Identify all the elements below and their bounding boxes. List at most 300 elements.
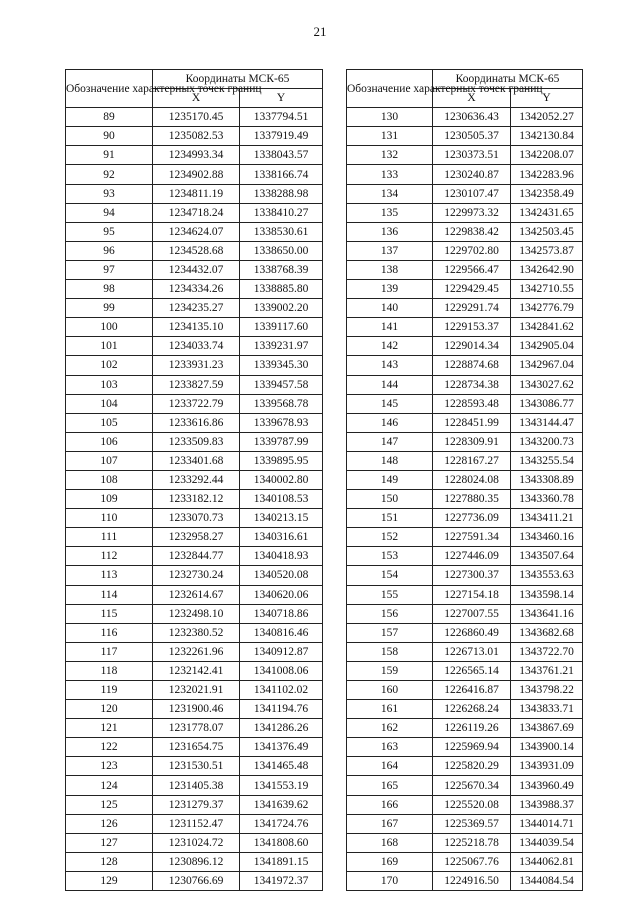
x-coordinate-cell: 1234033.74 <box>153 337 240 356</box>
y-coordinate-cell: 1343960.49 <box>511 776 583 795</box>
y-coordinate-cell: 1342776.79 <box>511 299 583 318</box>
table-row <box>66 642 323 661</box>
y-coordinate-cell: 1343360.78 <box>511 490 583 509</box>
point-number-cell: 96 <box>66 241 153 260</box>
table-row <box>347 127 583 146</box>
point-number-cell: 127 <box>66 833 153 852</box>
table-row <box>66 566 323 585</box>
point-number-cell: 154 <box>347 566 433 585</box>
y-coordinate-cell: 1341465.48 <box>240 757 323 776</box>
x-coordinate-cell: 1225670.34 <box>433 776 511 795</box>
y-coordinate-cell: 1340816.46 <box>240 623 323 642</box>
point-number-cell: 102 <box>66 356 153 375</box>
table-row <box>347 470 583 489</box>
table-row <box>347 222 583 241</box>
table-row <box>66 432 323 451</box>
y-coordinate-cell: 1340316.61 <box>240 528 323 547</box>
table-row <box>66 203 323 222</box>
x-coordinate-cell: 1233182.12 <box>153 490 240 509</box>
point-number-cell: 101 <box>66 337 153 356</box>
point-number-cell: 155 <box>347 585 433 604</box>
x-coordinate-cell: 1234135.10 <box>153 318 240 337</box>
y-coordinate-cell: 1344062.81 <box>511 852 583 871</box>
point-number-cell: 128 <box>66 852 153 871</box>
table-row <box>66 738 323 757</box>
point-number-cell: 163 <box>347 738 433 757</box>
point-number-cell: 98 <box>66 280 153 299</box>
table-row <box>66 871 323 890</box>
y-coordinate-cell: 1338288.98 <box>240 184 323 203</box>
y-coordinate-cell: 1343027.62 <box>511 375 583 394</box>
point-number-cell: 162 <box>347 719 433 738</box>
x-coordinate-cell: 1234624.07 <box>153 222 240 241</box>
x-coordinate-cell: 1227736.09 <box>433 509 511 528</box>
x-coordinate-cell: 1225520.08 <box>433 795 511 814</box>
y-coordinate-cell: 1343761.21 <box>511 661 583 680</box>
y-coordinate-cell: 1340002.80 <box>240 470 323 489</box>
point-number-cell: 140 <box>347 299 433 318</box>
table-row <box>66 604 323 623</box>
table-row <box>66 470 323 489</box>
table-row <box>347 566 583 585</box>
table-row <box>347 184 583 203</box>
x-coordinate-cell: 1226268.24 <box>433 700 511 719</box>
point-number-cell: 156 <box>347 604 433 623</box>
y-coordinate-cell: 1343900.14 <box>511 738 583 757</box>
table-row <box>66 681 323 700</box>
y-coordinate-cell: 1343798.22 <box>511 681 583 700</box>
x-coordinate-cell: 1233722.79 <box>153 394 240 413</box>
point-number-cell: 97 <box>66 260 153 279</box>
y-coordinate-cell: 1343722.70 <box>511 642 583 661</box>
header-y: Y <box>511 89 583 108</box>
point-number-cell: 142 <box>347 337 433 356</box>
x-coordinate-cell: 1230373.51 <box>433 146 511 165</box>
table-row <box>347 623 583 642</box>
table-row <box>347 318 583 337</box>
y-coordinate-cell: 1342503.45 <box>511 222 583 241</box>
x-coordinate-cell: 1228874.68 <box>433 356 511 375</box>
table-row <box>347 604 583 623</box>
y-coordinate-cell: 1342905.04 <box>511 337 583 356</box>
y-coordinate-cell: 1343460.16 <box>511 528 583 547</box>
point-number-cell: 124 <box>66 776 153 795</box>
table-row <box>347 757 583 776</box>
y-coordinate-cell: 1343641.16 <box>511 604 583 623</box>
x-coordinate-cell: 1232142.41 <box>153 661 240 680</box>
y-coordinate-cell: 1343867.69 <box>511 719 583 738</box>
x-coordinate-cell: 1229291.74 <box>433 299 511 318</box>
point-number-cell: 166 <box>347 795 433 814</box>
table-row <box>347 146 583 165</box>
table-row <box>66 451 323 470</box>
x-coordinate-cell: 1234811.19 <box>153 184 240 203</box>
x-coordinate-cell: 1231024.72 <box>153 833 240 852</box>
point-number-cell: 91 <box>66 146 153 165</box>
table-row <box>347 375 583 394</box>
x-coordinate-cell: 1228167.27 <box>433 451 511 470</box>
x-coordinate-cell: 1231152.47 <box>153 814 240 833</box>
y-coordinate-cell: 1341639.62 <box>240 795 323 814</box>
header-coordinates: Координаты МСК-65 <box>433 70 583 89</box>
y-coordinate-cell: 1338885.80 <box>240 280 323 299</box>
point-number-cell: 132 <box>347 146 433 165</box>
x-coordinate-cell: 1231654.75 <box>153 738 240 757</box>
y-coordinate-cell: 1339457.58 <box>240 375 323 394</box>
header-x: X <box>153 89 240 108</box>
table-row <box>347 203 583 222</box>
x-coordinate-cell: 1232021.91 <box>153 681 240 700</box>
x-coordinate-cell: 1231530.51 <box>153 757 240 776</box>
y-coordinate-cell: 1341891.15 <box>240 852 323 871</box>
y-coordinate-cell: 1339002.20 <box>240 299 323 318</box>
table-row <box>347 642 583 661</box>
x-coordinate-cell: 1231900.46 <box>153 700 240 719</box>
y-coordinate-cell: 1339568.78 <box>240 394 323 413</box>
x-coordinate-cell: 1229973.32 <box>433 203 511 222</box>
table-row <box>347 738 583 757</box>
header-designation: Обозначение характерных точек границ <box>66 70 153 108</box>
table-row <box>347 165 583 184</box>
table-row <box>347 681 583 700</box>
point-number-cell: 115 <box>66 604 153 623</box>
y-coordinate-cell: 1341102.02 <box>240 681 323 700</box>
table-row <box>66 108 323 127</box>
point-number-cell: 148 <box>347 451 433 470</box>
point-number-cell: 125 <box>66 795 153 814</box>
coordinates-table-left <box>65 69 323 891</box>
table-row <box>66 814 323 833</box>
x-coordinate-cell: 1231778.07 <box>153 719 240 738</box>
x-coordinate-cell: 1233401.68 <box>153 451 240 470</box>
y-coordinate-cell: 1343144.47 <box>511 413 583 432</box>
point-number-cell: 89 <box>66 108 153 127</box>
header-coordinates: Координаты МСК-65 <box>153 70 323 89</box>
point-number-cell: 103 <box>66 375 153 394</box>
point-number-cell: 130 <box>347 108 433 127</box>
y-coordinate-cell: 1343553.63 <box>511 566 583 585</box>
table-row <box>66 165 323 184</box>
point-number-cell: 138 <box>347 260 433 279</box>
x-coordinate-cell: 1225067.76 <box>433 852 511 871</box>
point-number-cell: 150 <box>347 490 433 509</box>
table-row <box>347 394 583 413</box>
point-number-cell: 105 <box>66 413 153 432</box>
point-number-cell: 164 <box>347 757 433 776</box>
point-number-cell: 104 <box>66 394 153 413</box>
point-number-cell: 116 <box>66 623 153 642</box>
table-row <box>66 490 323 509</box>
x-coordinate-cell: 1229702.80 <box>433 241 511 260</box>
x-coordinate-cell: 1234718.24 <box>153 203 240 222</box>
point-number-cell: 146 <box>347 413 433 432</box>
x-coordinate-cell: 1232958.27 <box>153 528 240 547</box>
table-row <box>347 871 583 890</box>
x-coordinate-cell: 1230896.12 <box>153 852 240 871</box>
y-coordinate-cell: 1342052.27 <box>511 108 583 127</box>
table-row <box>66 184 323 203</box>
header-x: X <box>433 89 511 108</box>
table-row <box>66 146 323 165</box>
y-coordinate-cell: 1341008.06 <box>240 661 323 680</box>
x-coordinate-cell: 1234432.07 <box>153 260 240 279</box>
x-coordinate-cell: 1230636.43 <box>433 108 511 127</box>
x-coordinate-cell: 1233616.86 <box>153 413 240 432</box>
table-row <box>66 795 323 814</box>
y-coordinate-cell: 1340418.93 <box>240 547 323 566</box>
x-coordinate-cell: 1227154.18 <box>433 585 511 604</box>
y-coordinate-cell: 1342573.87 <box>511 241 583 260</box>
point-number-cell: 108 <box>66 470 153 489</box>
table-row <box>66 127 323 146</box>
table-row <box>347 528 583 547</box>
x-coordinate-cell: 1228734.38 <box>433 375 511 394</box>
point-number-cell: 122 <box>66 738 153 757</box>
point-number-cell: 165 <box>347 776 433 795</box>
x-coordinate-cell: 1226565.14 <box>433 661 511 680</box>
point-number-cell: 123 <box>66 757 153 776</box>
point-number-cell: 126 <box>66 814 153 833</box>
x-coordinate-cell: 1226119.26 <box>433 719 511 738</box>
y-coordinate-cell: 1341286.26 <box>240 719 323 738</box>
y-coordinate-cell: 1341808.60 <box>240 833 323 852</box>
x-coordinate-cell: 1232614.67 <box>153 585 240 604</box>
point-number-cell: 113 <box>66 566 153 585</box>
y-coordinate-cell: 1344039.54 <box>511 833 583 852</box>
point-number-cell: 107 <box>66 451 153 470</box>
x-coordinate-cell: 1227446.09 <box>433 547 511 566</box>
y-coordinate-cell: 1342283.96 <box>511 165 583 184</box>
point-number-cell: 145 <box>347 394 433 413</box>
point-number-cell: 93 <box>66 184 153 203</box>
x-coordinate-cell: 1234334.26 <box>153 280 240 299</box>
point-number-cell: 158 <box>347 642 433 661</box>
y-coordinate-cell: 1342431.65 <box>511 203 583 222</box>
point-number-cell: 139 <box>347 280 433 299</box>
x-coordinate-cell: 1235170.45 <box>153 108 240 127</box>
table-row <box>66 318 323 337</box>
y-coordinate-cell: 1337919.49 <box>240 127 323 146</box>
y-coordinate-cell: 1343682.68 <box>511 623 583 642</box>
y-coordinate-cell: 1344014.71 <box>511 814 583 833</box>
y-coordinate-cell: 1340912.87 <box>240 642 323 661</box>
point-number-cell: 95 <box>66 222 153 241</box>
x-coordinate-cell: 1230240.87 <box>433 165 511 184</box>
y-coordinate-cell: 1342208.07 <box>511 146 583 165</box>
x-coordinate-cell: 1233292.44 <box>153 470 240 489</box>
x-coordinate-cell: 1229566.47 <box>433 260 511 279</box>
table-row <box>66 509 323 528</box>
y-coordinate-cell: 1338530.61 <box>240 222 323 241</box>
y-coordinate-cell: 1341194.76 <box>240 700 323 719</box>
table-row <box>347 852 583 871</box>
point-number-cell: 143 <box>347 356 433 375</box>
point-number-cell: 141 <box>347 318 433 337</box>
y-coordinate-cell: 1340520.08 <box>240 566 323 585</box>
x-coordinate-cell: 1234235.27 <box>153 299 240 318</box>
point-number-cell: 134 <box>347 184 433 203</box>
x-coordinate-cell: 1233070.73 <box>153 509 240 528</box>
y-coordinate-cell: 1342967.04 <box>511 356 583 375</box>
table-row <box>347 661 583 680</box>
table-row <box>66 241 323 260</box>
x-coordinate-cell: 1226713.01 <box>433 642 511 661</box>
y-coordinate-cell: 1343086.77 <box>511 394 583 413</box>
x-coordinate-cell: 1229014.34 <box>433 337 511 356</box>
table-row <box>347 719 583 738</box>
x-coordinate-cell: 1231279.37 <box>153 795 240 814</box>
table-row <box>66 852 323 871</box>
y-coordinate-cell: 1343988.37 <box>511 795 583 814</box>
table-row <box>347 795 583 814</box>
table-row <box>347 260 583 279</box>
table-row <box>347 814 583 833</box>
point-number-cell: 129 <box>66 871 153 890</box>
y-coordinate-cell: 1343411.21 <box>511 509 583 528</box>
x-coordinate-cell: 1232261.96 <box>153 642 240 661</box>
table-row <box>66 623 323 642</box>
x-coordinate-cell: 1230107.47 <box>433 184 511 203</box>
x-coordinate-cell: 1228309.91 <box>433 432 511 451</box>
x-coordinate-cell: 1225969.94 <box>433 738 511 757</box>
y-coordinate-cell: 1343308.89 <box>511 470 583 489</box>
table-row <box>66 757 323 776</box>
point-number-cell: 99 <box>66 299 153 318</box>
y-coordinate-cell: 1344084.54 <box>511 871 583 890</box>
table-row <box>66 776 323 795</box>
table-row <box>347 700 583 719</box>
table-row <box>347 509 583 528</box>
point-number-cell: 152 <box>347 528 433 547</box>
x-coordinate-cell: 1230505.37 <box>433 127 511 146</box>
table-row <box>66 280 323 299</box>
point-number-cell: 151 <box>347 509 433 528</box>
x-coordinate-cell: 1234902.88 <box>153 165 240 184</box>
point-number-cell: 136 <box>347 222 433 241</box>
table-row <box>347 241 583 260</box>
y-coordinate-cell: 1342710.55 <box>511 280 583 299</box>
y-coordinate-cell: 1339787.99 <box>240 432 323 451</box>
table-row <box>66 413 323 432</box>
point-number-cell: 167 <box>347 814 433 833</box>
point-number-cell: 169 <box>347 852 433 871</box>
point-number-cell: 149 <box>347 470 433 489</box>
y-coordinate-cell: 1342642.90 <box>511 260 583 279</box>
point-number-cell: 92 <box>66 165 153 184</box>
y-coordinate-cell: 1341376.49 <box>240 738 323 757</box>
point-number-cell: 117 <box>66 642 153 661</box>
x-coordinate-cell: 1228451.99 <box>433 413 511 432</box>
y-coordinate-cell: 1343598.14 <box>511 585 583 604</box>
point-number-cell: 112 <box>66 547 153 566</box>
point-number-cell: 118 <box>66 661 153 680</box>
point-number-cell: 106 <box>66 432 153 451</box>
x-coordinate-cell: 1227880.35 <box>433 490 511 509</box>
header-designation: Обозначение характерных точек границ <box>347 70 433 108</box>
table-row <box>347 299 583 318</box>
point-number-cell: 90 <box>66 127 153 146</box>
y-coordinate-cell: 1343200.73 <box>511 432 583 451</box>
x-coordinate-cell: 1224916.50 <box>433 871 511 890</box>
point-number-cell: 170 <box>347 871 433 890</box>
y-coordinate-cell: 1343833.71 <box>511 700 583 719</box>
x-coordinate-cell: 1227591.34 <box>433 528 511 547</box>
x-coordinate-cell: 1229838.42 <box>433 222 511 241</box>
x-coordinate-cell: 1233931.23 <box>153 356 240 375</box>
y-coordinate-cell: 1341972.37 <box>240 871 323 890</box>
header-y: Y <box>240 89 323 108</box>
y-coordinate-cell: 1340108.53 <box>240 490 323 509</box>
point-number-cell: 133 <box>347 165 433 184</box>
x-coordinate-cell: 1226860.49 <box>433 623 511 642</box>
y-coordinate-cell: 1340718.86 <box>240 604 323 623</box>
point-number-cell: 159 <box>347 661 433 680</box>
table-row <box>66 356 323 375</box>
y-coordinate-cell: 1342841.62 <box>511 318 583 337</box>
point-number-cell: 161 <box>347 700 433 719</box>
page-number: 21 <box>313 24 327 39</box>
table-row <box>347 776 583 795</box>
y-coordinate-cell: 1339678.93 <box>240 413 323 432</box>
x-coordinate-cell: 1231405.38 <box>153 776 240 795</box>
table-row <box>347 451 583 470</box>
table-row <box>66 222 323 241</box>
table-row <box>347 432 583 451</box>
table-row <box>66 585 323 604</box>
point-number-cell: 111 <box>66 528 153 547</box>
point-number-cell: 131 <box>347 127 433 146</box>
point-number-cell: 114 <box>66 585 153 604</box>
x-coordinate-cell: 1232380.52 <box>153 623 240 642</box>
x-coordinate-cell: 1229153.37 <box>433 318 511 337</box>
y-coordinate-cell: 1343255.54 <box>511 451 583 470</box>
point-number-cell: 147 <box>347 432 433 451</box>
x-coordinate-cell: 1233509.83 <box>153 432 240 451</box>
table-row <box>347 413 583 432</box>
table-row <box>347 585 583 604</box>
x-coordinate-cell: 1235082.53 <box>153 127 240 146</box>
y-coordinate-cell: 1341553.19 <box>240 776 323 795</box>
point-number-cell: 137 <box>347 241 433 260</box>
y-coordinate-cell: 1342358.49 <box>511 184 583 203</box>
y-coordinate-cell: 1338768.39 <box>240 260 323 279</box>
point-number-cell: 135 <box>347 203 433 222</box>
table-row <box>66 337 323 356</box>
x-coordinate-cell: 1233827.59 <box>153 375 240 394</box>
y-coordinate-cell: 1339117.60 <box>240 318 323 337</box>
x-coordinate-cell: 1230766.69 <box>153 871 240 890</box>
y-coordinate-cell: 1342130.84 <box>511 127 583 146</box>
table-row <box>347 108 583 127</box>
point-number-cell: 119 <box>66 681 153 700</box>
table-row <box>66 833 323 852</box>
table-row <box>66 700 323 719</box>
table-row <box>347 280 583 299</box>
x-coordinate-cell: 1225820.29 <box>433 757 511 776</box>
x-coordinate-cell: 1228024.08 <box>433 470 511 489</box>
x-coordinate-cell: 1225218.78 <box>433 833 511 852</box>
x-coordinate-cell: 1232498.10 <box>153 604 240 623</box>
table-row <box>66 394 323 413</box>
y-coordinate-cell: 1339231.97 <box>240 337 323 356</box>
point-number-cell: 109 <box>66 490 153 509</box>
x-coordinate-cell: 1225369.57 <box>433 814 511 833</box>
point-number-cell: 160 <box>347 681 433 700</box>
y-coordinate-cell: 1339345.30 <box>240 356 323 375</box>
point-number-cell: 100 <box>66 318 153 337</box>
y-coordinate-cell: 1338410.27 <box>240 203 323 222</box>
point-number-cell: 144 <box>347 375 433 394</box>
